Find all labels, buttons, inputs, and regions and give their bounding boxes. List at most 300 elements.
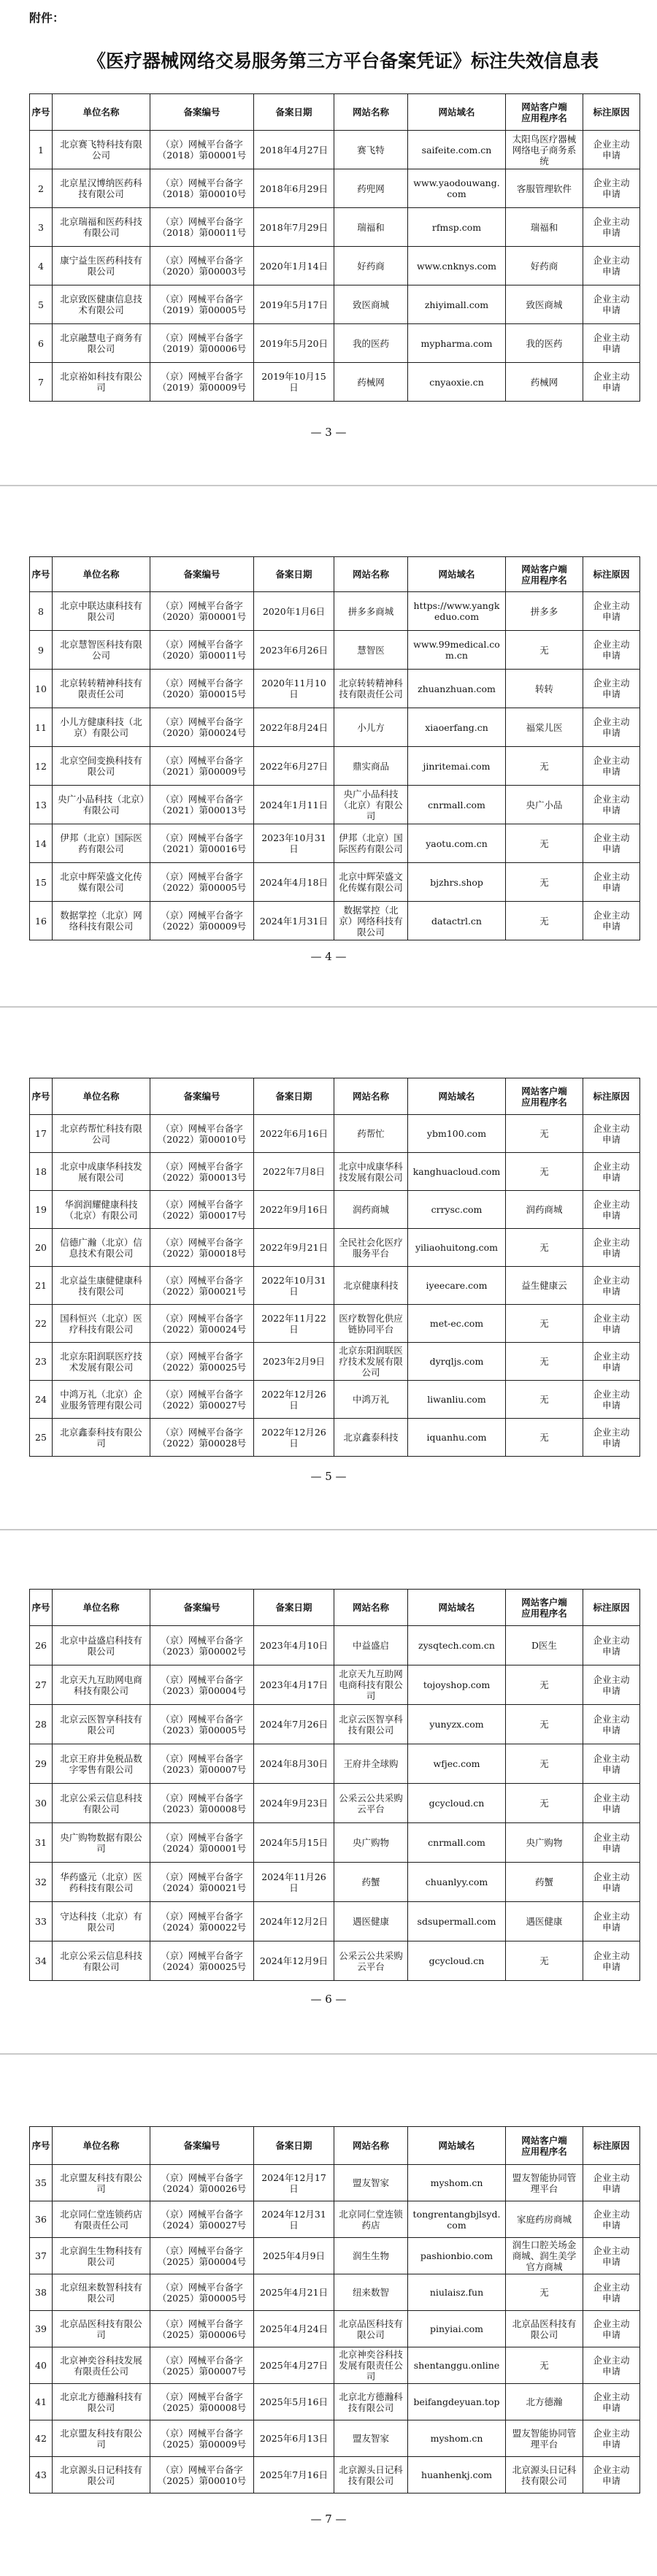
seq-cell: 1 [30, 131, 53, 169]
record-number-cell: （京）网械平台备字（2025）第00005号 [150, 2274, 254, 2311]
table-row [30, 1343, 640, 1381]
client-app-name-cell: 无 [506, 2274, 583, 2311]
table-row [30, 670, 640, 708]
company-name-cell: 守达科技（北京）有限公司 [53, 1902, 150, 1941]
website-name-cell: 伊邦（北京）国际医药有限公司 [334, 824, 408, 863]
website-domain-cell: zysqtech.com.cn [408, 1626, 506, 1665]
document-title: 《医疗器械网络交易服务第三方平台备案凭证》标注失效信息表 [87, 50, 599, 72]
record-number-cell: （京）网械平台备字（2025）第00008号 [150, 2384, 254, 2420]
table-row [30, 285, 640, 324]
seq-cell: 39 [30, 2311, 53, 2347]
table-row [30, 324, 640, 363]
website-name-cell: 全民社会化医疗服务平台 [334, 1229, 408, 1267]
record-number-cell: （京）网械平台备字（2022）第00013号 [150, 1153, 254, 1191]
reason-cell: 企业主动申请 [583, 1665, 640, 1705]
company-name-cell: 康宁益生医药科技有限公司 [53, 247, 150, 285]
header-company-name: 单位名称 [53, 1078, 150, 1115]
reason-cell: 企业主动申请 [583, 2165, 640, 2201]
client-app-name-cell: 无 [506, 747, 583, 786]
client-app-name-cell: 盟友智能协同管理平台 [506, 2165, 583, 2201]
company-name-cell: 伊邦（北京）国际医药有限公司 [53, 824, 150, 863]
reason-cell: 企业主动申请 [583, 1744, 640, 1784]
record-date-cell: 2025年7月16日 [254, 2457, 334, 2493]
record-number-cell: （京）网械平台备字（2022）第00009号 [150, 902, 254, 940]
client-app-name-cell: 无 [506, 1705, 583, 1744]
record-number-cell: （京）网械平台备字（2024）第00027号 [150, 2201, 254, 2238]
seq-cell: 3 [30, 208, 53, 247]
client-app-name-cell: 北方德瀚 [506, 2384, 583, 2420]
record-number-cell: （京）网械平台备字（2024）第00022号 [150, 1902, 254, 1941]
reason-cell: 企业主动申请 [583, 670, 640, 708]
client-app-name-cell: 好药商 [506, 247, 583, 285]
seq-cell: 36 [30, 2201, 53, 2238]
website-domain-cell: myshom.cn [408, 2420, 506, 2457]
table-row [30, 1419, 640, 1457]
website-name-cell: 拼多多商城 [334, 592, 408, 631]
record-number-cell: （京）网械平台备字（2020）第00024号 [150, 708, 254, 747]
info-table [29, 556, 640, 940]
website-name-cell: 盟友智家 [334, 2420, 408, 2457]
website-name-cell: 数据掌控（北京）网络科技有限公司 [334, 902, 408, 940]
record-date-cell: 2024年11月26日 [254, 1863, 334, 1902]
website-name-cell: 北京北方德瀚科技有限公司 [334, 2384, 408, 2420]
client-app-name-cell: 益生健康云 [506, 1267, 583, 1305]
reason-cell: 企业主动申请 [583, 1784, 640, 1823]
record-date-cell: 2024年9月23日 [254, 1784, 334, 1823]
website-name-cell: 公采云公共采购云平台 [334, 1941, 408, 1981]
header-record-date: 备案日期 [254, 557, 334, 592]
table-row [30, 2274, 640, 2311]
table-row [30, 1381, 640, 1419]
record-date-cell: 2022年9月16日 [254, 1191, 334, 1229]
reason-cell: 企业主动申请 [583, 824, 640, 863]
record-number-cell: （京）网械平台备字（2025）第00010号 [150, 2457, 254, 2493]
reason-cell: 企业主动申请 [583, 2311, 640, 2347]
reason-cell: 企业主动申请 [583, 1115, 640, 1153]
website-name-cell: 药蟹 [334, 1863, 408, 1902]
header-reason: 标注原因 [583, 1078, 640, 1115]
page-number: — 5 — [310, 1470, 347, 1483]
reason-cell: 企业主动申请 [583, 1902, 640, 1941]
website-name-cell: 北京中辉荣盛文化传媒有限公司 [334, 863, 408, 902]
header-website-domain: 网站域名 [408, 1078, 506, 1115]
company-name-cell: 北京盟友科技有限公司 [53, 2420, 150, 2457]
company-name-cell: 国科恒兴（北京）医疗科技有限公司 [53, 1305, 150, 1343]
record-number-cell: （京）网械平台备字（2024）第00021号 [150, 1863, 254, 1902]
website-domain-cell: xiaoerfang.cn [408, 708, 506, 747]
client-app-name-cell: 盟友智能协同管理平台 [506, 2420, 583, 2457]
record-date-cell: 2022年6月16日 [254, 1115, 334, 1153]
client-app-name-cell: 无 [506, 902, 583, 940]
client-app-name-cell: 无 [506, 1381, 583, 1419]
header-reason: 标注原因 [583, 94, 640, 131]
company-name-cell: 北京源头日记科技有限公司 [53, 2457, 150, 2493]
header-record-number: 备案编号 [150, 2127, 254, 2165]
client-app-name-cell: 润药商城 [506, 1191, 583, 1229]
record-number-cell: （京）网械平台备字（2024）第00026号 [150, 2165, 254, 2201]
website-domain-cell: gcycloud.cn [408, 1941, 506, 1981]
company-name-cell: 北京中辉荣盛文化传媒有限公司 [53, 863, 150, 902]
website-name-cell: 药帮忙 [334, 1115, 408, 1153]
client-app-name-cell: 无 [506, 863, 583, 902]
reason-cell: 企业主动申请 [583, 1305, 640, 1343]
seq-cell: 26 [30, 1626, 53, 1665]
table-row [30, 208, 640, 247]
website-name-cell: 润药商城 [334, 1191, 408, 1229]
website-name-cell: 北京鑫泰科技 [334, 1419, 408, 1457]
company-name-cell: 北京星汉博纳医药科技有限公司 [53, 169, 150, 208]
client-app-name-cell: 无 [506, 1115, 583, 1153]
seq-cell: 5 [30, 285, 53, 324]
reason-cell: 企业主动申请 [583, 285, 640, 324]
header-record-number: 备案编号 [150, 557, 254, 592]
website-domain-cell: beifangdeyuan.top [408, 2384, 506, 2420]
website-domain-cell: crrysc.com [408, 1191, 506, 1229]
company-name-cell: 北京中成康华科技发展有限公司 [53, 1153, 150, 1191]
website-domain-cell: yiliaohuitong.com [408, 1229, 506, 1267]
seq-cell: 34 [30, 1941, 53, 1981]
record-number-cell: （京）网械平台备字（2020）第00001号 [150, 592, 254, 631]
header-website-name: 网站名称 [334, 1078, 408, 1115]
seq-cell: 2 [30, 169, 53, 208]
table-row [30, 902, 640, 940]
seq-cell: 6 [30, 324, 53, 363]
client-app-name-cell: 无 [506, 1784, 583, 1823]
record-date-cell: 2020年1月14日 [254, 247, 334, 285]
header-company-name: 单位名称 [53, 94, 150, 131]
reason-cell: 企业主动申请 [583, 747, 640, 786]
table-body [30, 2165, 640, 2493]
record-number-cell: （京）网械平台备字（2025）第00004号 [150, 2238, 254, 2274]
reason-cell: 企业主动申请 [583, 786, 640, 824]
client-app-name-cell: 客服管理软件 [506, 169, 583, 208]
table-row [30, 2347, 640, 2384]
table-body [30, 131, 640, 402]
company-name-cell: 北京云医智享科技有限公司 [53, 1705, 150, 1744]
record-number-cell: （京）网械平台备字（2022）第00021号 [150, 1267, 254, 1305]
client-app-name-cell: 无 [506, 1941, 583, 1981]
table-row [30, 1191, 640, 1229]
reason-cell: 企业主动申请 [583, 1705, 640, 1744]
page-number: — 4 — [310, 950, 347, 963]
record-date-cell: 2022年10月31日 [254, 1267, 334, 1305]
record-number-cell: （京）网械平台备字（2024）第00025号 [150, 1941, 254, 1981]
table-row [30, 708, 640, 747]
reason-cell: 企业主动申请 [583, 708, 640, 747]
website-name-cell: 北京天九互助网电商科技有限公司 [334, 1665, 408, 1705]
table-row [30, 247, 640, 285]
reason-cell: 企业主动申请 [583, 863, 640, 902]
company-name-cell: 北京慧智医科技有限公司 [53, 631, 150, 670]
table-row [30, 1626, 640, 1665]
record-number-cell: （京）网械平台备字（2020）第00003号 [150, 247, 254, 285]
table-row [30, 824, 640, 863]
header-seq: 序号 [30, 557, 53, 592]
record-date-cell: 2024年4月18日 [254, 863, 334, 902]
table-row [30, 2201, 640, 2238]
record-number-cell: （京）网械平台备字（2022）第00027号 [150, 1381, 254, 1419]
reason-cell: 企业主动申请 [583, 1823, 640, 1863]
website-domain-cell: met-ec.com [408, 1305, 506, 1343]
website-name-cell: 润生生物 [334, 2238, 408, 2274]
website-domain-cell: www.yaodouwang.com [408, 169, 506, 208]
client-app-name-cell: 拼多多 [506, 592, 583, 631]
website-domain-cell: wfjec.com [408, 1744, 506, 1784]
seq-cell: 27 [30, 1665, 53, 1705]
record-date-cell: 2023年2月9日 [254, 1343, 334, 1381]
header-reason: 标注原因 [583, 557, 640, 592]
table-row [30, 1267, 640, 1305]
website-domain-cell: myshom.cn [408, 2165, 506, 2201]
table-row [30, 2238, 640, 2274]
table-row [30, 2457, 640, 2493]
record-number-cell: （京）网械平台备字（2025）第00006号 [150, 2311, 254, 2347]
seq-cell: 40 [30, 2347, 53, 2384]
header-website-name: 网站名称 [334, 2127, 408, 2165]
seq-cell: 41 [30, 2384, 53, 2420]
website-domain-cell: shentanggu.online [408, 2347, 506, 2384]
seq-cell: 38 [30, 2274, 53, 2311]
company-name-cell: 北京益生康健健康科技有限公司 [53, 1267, 150, 1305]
table-row [30, 1153, 640, 1191]
header-reason: 标注原因 [583, 2127, 640, 2165]
website-name-cell: 北京品医科技有限公司 [334, 2311, 408, 2347]
record-date-cell: 2024年12月9日 [254, 1941, 334, 1981]
reason-cell: 企业主动申请 [583, 631, 640, 670]
record-number-cell: （京）网械平台备字（2022）第00010号 [150, 1115, 254, 1153]
website-name-cell: 北京东阳润联医疗技术发展有限公司 [334, 1343, 408, 1381]
website-domain-cell: datactrl.cn [408, 902, 506, 940]
record-number-cell: （京）网械平台备字（2022）第00025号 [150, 1343, 254, 1381]
company-name-cell: 华药盛元（北京）医药科技有限公司 [53, 1863, 150, 1902]
client-app-name-cell: 润生口腔关场金商城、润生美学官方商城 [506, 2238, 583, 2274]
record-date-cell: 2022年12月26日 [254, 1419, 334, 1457]
page-number: — 6 — [310, 1993, 347, 2006]
header-record-date: 备案日期 [254, 2127, 334, 2165]
reason-cell: 企业主动申请 [583, 363, 640, 402]
table-row [30, 631, 640, 670]
table-row [30, 1744, 640, 1784]
header-record-date: 备案日期 [254, 94, 334, 131]
client-app-name-cell: 药械网 [506, 363, 583, 402]
header-website-name: 网站名称 [334, 1590, 408, 1626]
page-separator [0, 2053, 657, 2055]
company-name-cell: 北京东阳润联医疗技术发展有限公司 [53, 1343, 150, 1381]
website-domain-cell: cnrmall.com [408, 1823, 506, 1863]
header-record-date: 备案日期 [254, 1078, 334, 1115]
header-seq: 序号 [30, 1590, 53, 1626]
table-row [30, 169, 640, 208]
table-row [30, 1115, 640, 1153]
record-date-cell: 2018年6月29日 [254, 169, 334, 208]
reason-cell: 企业主动申请 [583, 2274, 640, 2311]
table-row [30, 1941, 640, 1981]
company-name-cell: 北京瑞福和医药科技有限公司 [53, 208, 150, 247]
header-website-domain: 网站域名 [408, 557, 506, 592]
header-client-app-name: 网站客户端应用程序名 [506, 1590, 583, 1626]
table-row [30, 131, 640, 169]
header-client-app-name: 网站客户端应用程序名 [506, 94, 583, 131]
website-domain-cell: iquanhu.com [408, 1419, 506, 1457]
website-domain-cell: liwanliu.com [408, 1381, 506, 1419]
website-name-cell: 遇医健康 [334, 1902, 408, 1941]
company-name-cell: 北京融慧电子商务有限公司 [53, 324, 150, 363]
company-name-cell: 北京北方德瀚科技有限公司 [53, 2384, 150, 2420]
record-number-cell: （京）网械平台备字（2023）第00007号 [150, 1744, 254, 1784]
header-website-domain: 网站域名 [408, 2127, 506, 2165]
company-name-cell: 北京天九互助网电商科技有限公司 [53, 1665, 150, 1705]
website-domain-cell: ybm100.com [408, 1115, 506, 1153]
record-date-cell: 2023年10月31日 [254, 824, 334, 863]
record-date-cell: 2019年5月20日 [254, 324, 334, 363]
client-app-name-cell: 遇医健康 [506, 1902, 583, 1941]
website-domain-cell: gcycloud.cn [408, 1784, 506, 1823]
seq-cell: 14 [30, 824, 53, 863]
reason-cell: 企业主动申请 [583, 324, 640, 363]
company-name-cell: 北京公采云信息科技有限公司 [53, 1784, 150, 1823]
header-client-app-name: 网站客户端应用程序名 [506, 2127, 583, 2165]
website-name-cell: 北京中成康华科技发展有限公司 [334, 1153, 408, 1191]
record-number-cell: （京）网械平台备字（2019）第00009号 [150, 363, 254, 402]
page-number: — 3 — [310, 426, 347, 439]
website-domain-cell: tongrentangbjlsyd.com [408, 2201, 506, 2238]
seq-cell: 4 [30, 247, 53, 285]
website-name-cell: 好药商 [334, 247, 408, 285]
record-number-cell: （京）网械平台备字（2019）第00005号 [150, 285, 254, 324]
record-date-cell: 2019年10月15日 [254, 363, 334, 402]
website-name-cell: 北京神奕谷科技发展有限责任公司 [334, 2347, 408, 2384]
website-name-cell: 赛飞特 [334, 131, 408, 169]
website-domain-cell: saifeite.com.cn [408, 131, 506, 169]
client-app-name-cell: 无 [506, 1419, 583, 1457]
reason-cell: 企业主动申请 [583, 208, 640, 247]
client-app-name-cell: 致医商城 [506, 285, 583, 324]
seq-cell: 31 [30, 1823, 53, 1863]
website-name-cell: 央广购物 [334, 1823, 408, 1863]
header-company-name: 单位名称 [53, 557, 150, 592]
website-domain-cell: jinritemai.com [408, 747, 506, 786]
record-date-cell: 2022年8月24日 [254, 708, 334, 747]
attachment-label: 附件： [29, 11, 65, 25]
client-app-name-cell: 无 [506, 1343, 583, 1381]
record-date-cell: 2020年11月10日 [254, 670, 334, 708]
website-name-cell: 北京源头日记科技有限公司 [334, 2457, 408, 2493]
table-row [30, 1784, 640, 1823]
client-app-name-cell: 瑞福和 [506, 208, 583, 247]
record-number-cell: （京）网械平台备字（2022）第00005号 [150, 863, 254, 902]
seq-cell: 25 [30, 1419, 53, 1457]
client-app-name-cell: 无 [506, 631, 583, 670]
seq-cell: 10 [30, 670, 53, 708]
website-domain-cell: sdsupermall.com [408, 1902, 506, 1941]
company-name-cell: 北京盟友科技有限公司 [53, 2165, 150, 2201]
website-name-cell: 王府井全球购 [334, 1744, 408, 1784]
seq-cell: 33 [30, 1902, 53, 1941]
reason-cell: 企业主动申请 [583, 2457, 640, 2493]
table-row [30, 1823, 640, 1863]
record-number-cell: （京）网械平台备字（2019）第00006号 [150, 324, 254, 363]
company-name-cell: 央广购物数据有限公司 [53, 1823, 150, 1863]
header-seq: 序号 [30, 1078, 53, 1115]
website-domain-cell: https://www.yangkeduo.com [408, 592, 506, 631]
client-app-name-cell: 无 [506, 1744, 583, 1784]
record-number-cell: （京）网械平台备字（2022）第00028号 [150, 1419, 254, 1457]
client-app-name-cell: 北京源头日记科技有限公司 [506, 2457, 583, 2493]
table-body [30, 1115, 640, 1457]
header-reason: 标注原因 [583, 1590, 640, 1626]
table-row [30, 2165, 640, 2201]
website-name-cell: 中鸿万礼 [334, 1381, 408, 1419]
record-number-cell: （京）网械平台备字（2023）第00008号 [150, 1784, 254, 1823]
table-row [30, 2311, 640, 2347]
record-date-cell: 2024年5月15日 [254, 1823, 334, 1863]
company-name-cell: 数据掌控（北京）网络科技有限公司 [53, 902, 150, 940]
header-company-name: 单位名称 [53, 2127, 150, 2165]
reason-cell: 企业主动申请 [583, 131, 640, 169]
reason-cell: 企业主动申请 [583, 2420, 640, 2457]
table-row [30, 363, 640, 402]
company-name-cell: 北京中联达康科技有限公司 [53, 592, 150, 631]
client-app-name-cell: 无 [506, 824, 583, 863]
header-website-name: 网站名称 [334, 557, 408, 592]
reason-cell: 企业主动申请 [583, 902, 640, 940]
seq-cell: 11 [30, 708, 53, 747]
website-domain-cell: pinyiai.com [408, 2311, 506, 2347]
table-header-row [30, 1590, 640, 1626]
reason-cell: 企业主动申请 [583, 592, 640, 631]
website-name-cell: 央广小品科技（北京）有限公司 [334, 786, 408, 824]
record-date-cell: 2024年12月17日 [254, 2165, 334, 2201]
record-date-cell: 2024年7月26日 [254, 1705, 334, 1744]
website-domain-cell: niulaisz.fun [408, 2274, 506, 2311]
record-number-cell: （京）网械平台备字（2020）第00015号 [150, 670, 254, 708]
seq-cell: 13 [30, 786, 53, 824]
client-app-name-cell: 无 [506, 1229, 583, 1267]
header-client-app-name: 网站客户端应用程序名 [506, 1078, 583, 1115]
header-seq: 序号 [30, 2127, 53, 2165]
website-name-cell: 鼎实商品 [334, 747, 408, 786]
website-domain-cell: kanghuacloud.com [408, 1153, 506, 1191]
record-date-cell: 2025年5月16日 [254, 2384, 334, 2420]
record-date-cell: 2025年4月24日 [254, 2311, 334, 2347]
website-name-cell: 中益盛启 [334, 1626, 408, 1665]
record-date-cell: 2022年12月26日 [254, 1381, 334, 1419]
website-name-cell: 慧智医 [334, 631, 408, 670]
reason-cell: 企业主动申请 [583, 1863, 640, 1902]
table-row [30, 1305, 640, 1343]
website-name-cell: 北京云医智享科技有限公司 [334, 1705, 408, 1744]
table-row [30, 863, 640, 902]
page-separator [0, 485, 657, 486]
seq-cell: 30 [30, 1784, 53, 1823]
page-separator [0, 1006, 657, 1008]
info-table [29, 93, 640, 402]
seq-cell: 20 [30, 1229, 53, 1267]
header-company-name: 单位名称 [53, 1590, 150, 1626]
header-seq: 序号 [30, 94, 53, 131]
table-row [30, 1229, 640, 1267]
record-number-cell: （京）网械平台备字（2025）第00007号 [150, 2347, 254, 2384]
client-app-name-cell: 央广小品 [506, 786, 583, 824]
seq-cell: 16 [30, 902, 53, 940]
website-domain-cell: pashionbio.com [408, 2238, 506, 2274]
table-body [30, 1626, 640, 1981]
record-number-cell: （京）网械平台备字（2023）第00002号 [150, 1626, 254, 1665]
client-app-name-cell: 家庭药房商城 [506, 2201, 583, 2238]
website-name-cell: 药械网 [334, 363, 408, 402]
record-date-cell: 2025年4月9日 [254, 2238, 334, 2274]
client-app-name-cell: 无 [506, 1153, 583, 1191]
